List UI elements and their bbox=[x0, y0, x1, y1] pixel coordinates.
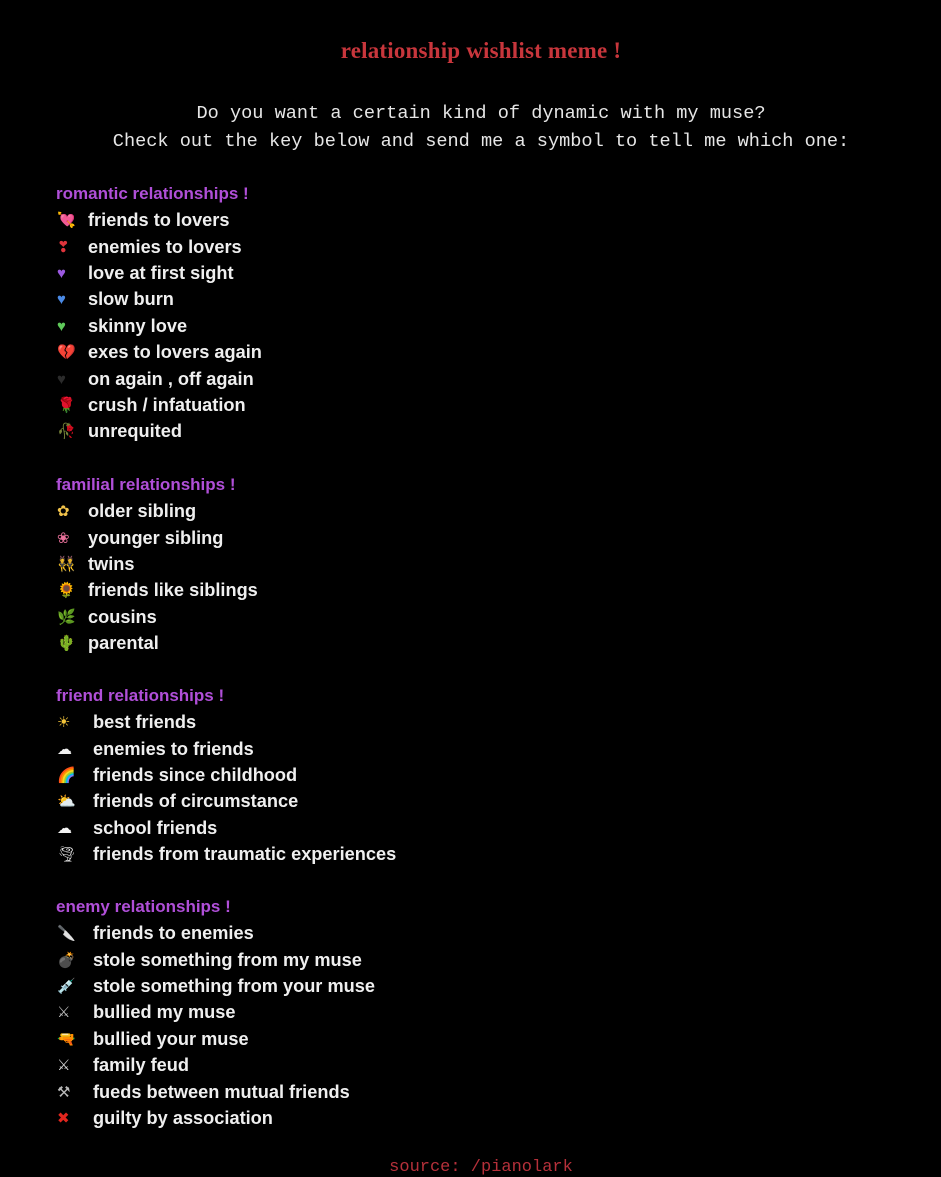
bomb-icon: 💣 bbox=[57, 951, 76, 969]
item-label: older sibling bbox=[88, 501, 197, 522]
black-heart-icon: ♥ bbox=[57, 370, 66, 388]
item-label: enemies to lovers bbox=[88, 236, 242, 257]
item-label: exes to lovers again bbox=[88, 342, 262, 363]
blossom-icon: ✿ bbox=[57, 503, 70, 521]
item-label: skinny love bbox=[88, 315, 188, 336]
list-item bbox=[56, 392, 262, 418]
list-item bbox=[56, 366, 262, 392]
item-label: school friends bbox=[93, 817, 218, 838]
section-heading: friend relationships ! bbox=[56, 686, 225, 705]
purple-heart-icon: ♥ bbox=[57, 264, 66, 282]
item-label: enemies to friends bbox=[93, 738, 254, 759]
cactus-icon: 🌵 bbox=[57, 635, 76, 653]
blue-heart-icon: ♥ bbox=[57, 291, 66, 309]
item-label: guilty by association bbox=[93, 1107, 273, 1128]
section-heading: enemy relationships ! bbox=[56, 897, 231, 916]
source-credit: source: /pianolark bbox=[389, 1158, 573, 1177]
item-label: twins bbox=[88, 553, 135, 574]
list-item bbox=[56, 973, 375, 999]
item-label: bullied your muse bbox=[93, 1028, 249, 1049]
item-label: friends to enemies bbox=[93, 923, 254, 944]
list-item bbox=[56, 789, 396, 815]
list-item bbox=[56, 499, 258, 525]
item-label: friends to lovers bbox=[88, 210, 230, 231]
item-label: friends like siblings bbox=[88, 580, 258, 601]
item-label: stole something from my muse bbox=[93, 949, 362, 970]
crossed-swords-icon: ⚔ bbox=[57, 1057, 71, 1075]
list-item bbox=[56, 578, 258, 604]
item-label: cousins bbox=[88, 606, 157, 627]
enemy-relationships-section bbox=[56, 894, 375, 1132]
item-label: love at first sight bbox=[88, 262, 234, 283]
water-pistol-icon: 🔫 bbox=[57, 1030, 76, 1048]
list-item bbox=[56, 419, 262, 445]
list-item bbox=[56, 710, 396, 736]
list-item bbox=[56, 339, 262, 365]
intro-text bbox=[0, 100, 941, 156]
list-item bbox=[56, 287, 262, 313]
page-title: relationship wishlist meme ! bbox=[340, 38, 622, 63]
list-item bbox=[56, 947, 375, 973]
twins-icon: 👯 bbox=[57, 555, 76, 573]
intro-line-1: Do you want a certain kind of dynamic with my muse? bbox=[196, 103, 766, 124]
intro-line-2: Check out the key below and send me a symbol to tell me which one: bbox=[112, 131, 850, 152]
list-item bbox=[56, 1026, 375, 1052]
hammer-pick-icon: ⚒ bbox=[57, 1083, 71, 1101]
heart-exclamation-icon: ❣ bbox=[57, 238, 70, 256]
heart-with-arrow-icon: 💘 bbox=[57, 212, 76, 230]
list-item bbox=[56, 1105, 375, 1131]
list-item bbox=[56, 234, 262, 260]
herb-icon: 🌿 bbox=[57, 608, 76, 626]
item-label: friends since childhood bbox=[93, 764, 298, 785]
list-item bbox=[56, 313, 262, 339]
list-item bbox=[56, 921, 375, 947]
list-item bbox=[56, 1079, 375, 1105]
list-item bbox=[56, 604, 258, 630]
list-item bbox=[56, 551, 258, 577]
rainbow-icon: 🌈 bbox=[57, 766, 76, 784]
wand-icon: ⚔ bbox=[57, 1004, 71, 1022]
romantic-relationships-section bbox=[56, 181, 262, 445]
pink-flower-icon: ❀ bbox=[57, 529, 70, 547]
cloud-icon: ☁ bbox=[57, 819, 72, 837]
section-heading: romantic relationships ! bbox=[56, 184, 249, 203]
list-item bbox=[56, 815, 396, 841]
friend-relationships-section bbox=[56, 683, 396, 868]
broken-heart-icon: 💔 bbox=[57, 344, 76, 362]
wilted-flower-icon: 🥀 bbox=[57, 423, 76, 441]
list-item bbox=[56, 736, 396, 762]
item-label: friends of circumstance bbox=[93, 791, 299, 812]
item-label: bullied my muse bbox=[93, 1002, 236, 1023]
section-heading: familial relationships ! bbox=[56, 475, 236, 494]
item-label: best friends bbox=[93, 712, 197, 733]
list-item bbox=[56, 208, 262, 234]
cross-mark-icon: ✖ bbox=[57, 1109, 70, 1127]
list-item bbox=[56, 1000, 375, 1026]
list-item bbox=[56, 630, 258, 656]
item-label: parental bbox=[88, 633, 159, 654]
item-label: family feud bbox=[93, 1055, 190, 1076]
list-item bbox=[56, 1052, 375, 1078]
syringe-icon: 💉 bbox=[57, 977, 76, 995]
cloud-rain-icon: ☁ bbox=[57, 740, 72, 758]
sun-behind-cloud-icon: ⛅ bbox=[57, 793, 76, 811]
item-label: younger sibling bbox=[88, 527, 224, 548]
tornado-icon: 🌪 bbox=[57, 846, 77, 864]
list-item bbox=[56, 762, 396, 788]
item-label: slow burn bbox=[88, 289, 174, 310]
item-label: fueds between mutual friends bbox=[93, 1081, 350, 1102]
sunflower-icon: 🌻 bbox=[57, 582, 76, 600]
item-label: friends from traumatic experiences bbox=[93, 844, 397, 865]
rose-icon: 🌹 bbox=[57, 396, 76, 414]
item-label: crush / infatuation bbox=[88, 394, 246, 415]
item-label: on again , off again bbox=[88, 368, 254, 389]
list-item bbox=[56, 525, 258, 551]
green-heart-icon: ♥ bbox=[57, 317, 66, 335]
list-item bbox=[56, 260, 262, 286]
familial-relationships-section bbox=[56, 472, 258, 657]
list-item bbox=[56, 841, 396, 867]
sun-icon: ☀ bbox=[57, 714, 71, 732]
knife-icon: 🔪 bbox=[57, 925, 76, 943]
item-label: stole something from your muse bbox=[93, 975, 375, 996]
item-label: unrequited bbox=[88, 421, 182, 442]
